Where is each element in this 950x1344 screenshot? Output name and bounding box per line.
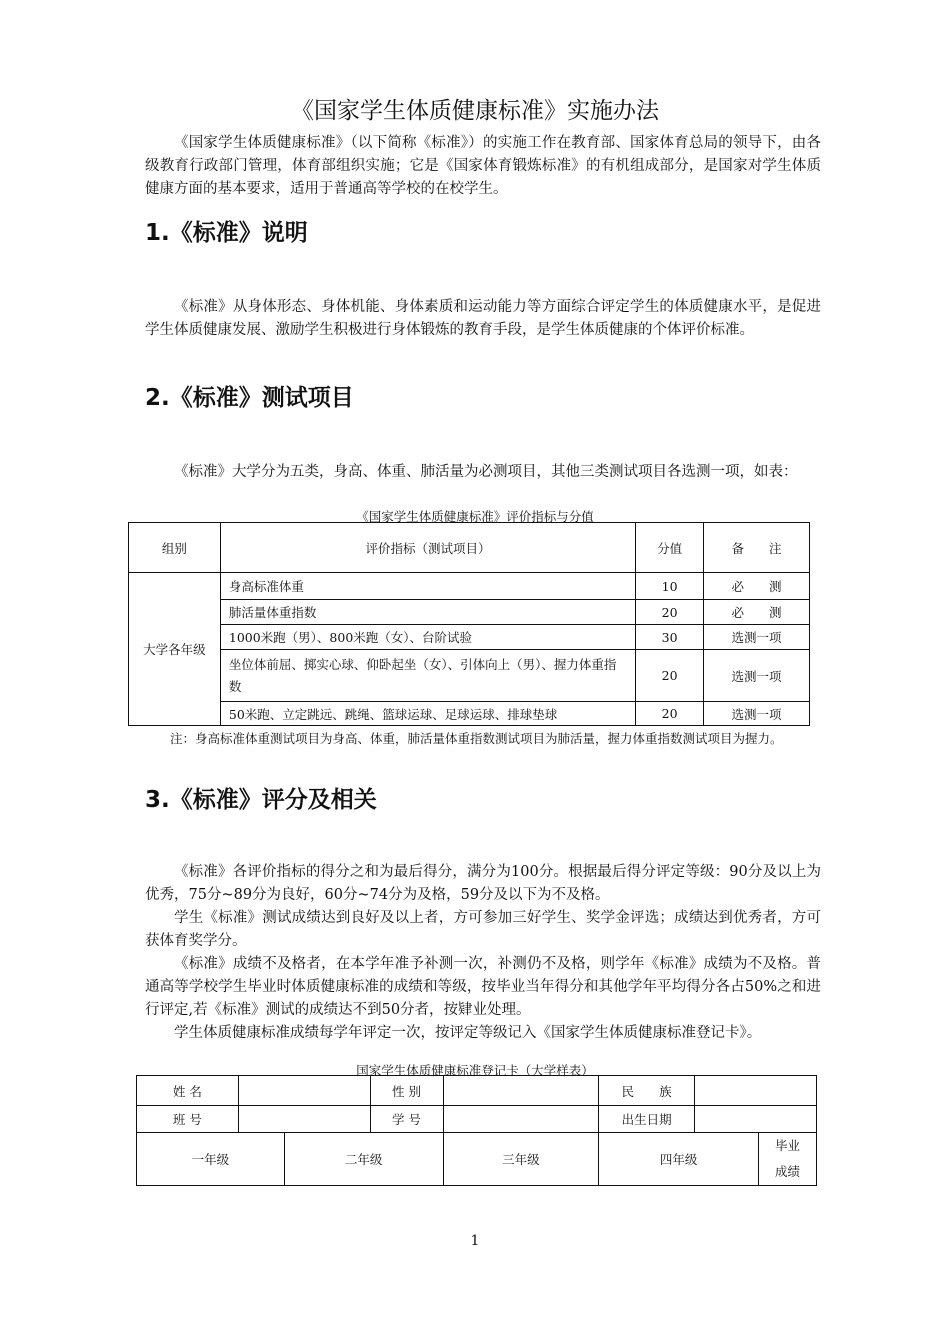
- group-cell: 大学各年级: [129, 573, 221, 726]
- section-3-para-4: 学生体质健康标准成绩每学年评定一次，按评定等级记入《国家学生体质健康标准登记卡》。: [174, 1025, 762, 1041]
- name-label: 姓 名: [137, 1076, 239, 1106]
- table-row: [137, 1133, 817, 1186]
- gender-value-cell: [443, 1076, 599, 1106]
- table-row: [137, 1106, 817, 1133]
- student-id-value-cell: [443, 1106, 599, 1133]
- score-cell: 10: [636, 573, 704, 600]
- table-row: [129, 573, 810, 600]
- intro-paragraph: 《国家学生体质健康标准》（以下简称《标准》）的实施工作在教育部、国家体育总局的领导下，由各级教育行政部门管理，体育部组织实施；它是《国家体育锻炼标准》的有机组成部分，是国家对学生体质健康方面的基本要求，适用于普通高等学校的在校学生。: [145, 135, 821, 197]
- table-row: [129, 702, 810, 726]
- score-cell: 20: [636, 650, 704, 702]
- page-number: 1: [470, 1233, 480, 1249]
- section-3-para-1: 《标准》各评价指标的得分之和为最后得分，满分为100分。根据最后得分评定等级：90分及以上为优秀，75分~89分为良好，60分~74分为及格，59分及以下为不及格。: [145, 864, 821, 903]
- item-cell: 50米跑、立定跳远、跳绳、篮球运球、足球运球、排球垫球: [220, 702, 635, 726]
- registration-card-table: [136, 1075, 817, 1186]
- table-row: [137, 1076, 817, 1106]
- ethnicity-label: 民 族: [599, 1076, 695, 1106]
- item-cell: 身高标准体重: [220, 573, 635, 600]
- score-cell: 30: [636, 625, 704, 650]
- section-3-para-3: 《标准》成绩不及格者，在本学年准予补测一次，补测仍不及格，则学年《标准》成绩为不及格。普通高等学校学生毕业时体质健康标准的成绩和等级，按毕业当年得分和其他学年平均得分各占50%之和进行评定,若《标准》测试的成绩达不到50分者，按肄业处理。: [145, 956, 821, 1018]
- header-note: 备 注: [704, 523, 810, 573]
- section-2-body: 《标准》大学分为五类，身高、体重、肺活量为必测项目，其他三类测试项目各选测一项，如表：: [174, 464, 798, 480]
- table-header-row: [129, 523, 810, 573]
- student-id-label: 学 号: [370, 1106, 443, 1133]
- section-1-body: 《标准》从身体形态、身体机能、身体素质和运动能力等方面综合评定学生的体质健康水平，是促进学生体质健康发展、激励学生积极进行身体锻炼的教育手段，是学生体质健康的个体评价标准。: [145, 299, 821, 338]
- header-group: 组别: [129, 523, 221, 573]
- item-cell: 1000米跑（男）、800米跑（女）、台阶试验: [220, 625, 635, 650]
- gender-label: 性 别: [370, 1076, 443, 1106]
- table-row: [129, 625, 810, 650]
- class-label: 班 号: [137, 1106, 239, 1133]
- class-value-cell: [238, 1106, 370, 1133]
- section-2-heading: 2.《标准》测试项目: [145, 385, 354, 411]
- note-cell: 选测一项: [704, 650, 810, 702]
- graduation-score-cell: [758, 1133, 816, 1186]
- graduation-label-line-2: 成绩: [774, 1164, 800, 1179]
- grade-4-cell: 四年级: [599, 1133, 759, 1186]
- grade-2-cell: 二年级: [284, 1133, 443, 1186]
- header-indicator: 评价指标（测试项目）: [220, 523, 635, 573]
- note-cell: 必 测: [704, 573, 810, 600]
- birth-value-cell: [695, 1106, 817, 1133]
- table-row: [129, 600, 810, 625]
- section-3-para-2: 学生《标准》测试成绩达到良好及以上者，方可参加三好学生、奖学金评选；成绩达到优秀者，方可获体育奖学分。: [145, 910, 821, 949]
- note-cell: 选测一项: [704, 625, 810, 650]
- page-title: 《国家学生体质健康标准》实施办法: [291, 98, 659, 124]
- item-cell: 坐位体前屈、掷实心球、仰卧起坐（女）、引体向上（男）、握力体重指数: [220, 650, 635, 702]
- note-cell: 必 测: [704, 600, 810, 625]
- section-3-heading: 3.《标准》评分及相关: [145, 787, 377, 813]
- reg-table-caption: 国家学生体质健康标准登记卡（大学样表）: [356, 1063, 594, 1078]
- name-value-cell: [238, 1076, 370, 1106]
- score-cell: 20: [636, 600, 704, 625]
- eval-table-caption: 《国家学生体质健康标准》评价指标与分值: [356, 509, 594, 524]
- table-row: [129, 650, 810, 702]
- eval-table: [128, 522, 810, 726]
- ethnicity-value-cell: [695, 1076, 817, 1106]
- score-cell: 20: [636, 702, 704, 726]
- section-1-heading: 1.《标准》说明: [145, 220, 308, 246]
- note-cell: 选测一项: [704, 702, 810, 726]
- birth-label: 出生日期: [599, 1106, 695, 1133]
- grade-1-cell: 一年级: [137, 1133, 285, 1186]
- graduation-label-line-1: 毕业: [774, 1138, 800, 1153]
- eval-table-note: 注：身高标准体重测试项目为身高、体重，肺活量体重指数测试项目为肺活量，握力体重指数测试项目为握力。: [170, 731, 783, 746]
- item-cell: 肺活量体重指数: [220, 600, 635, 625]
- header-score: 分值: [636, 523, 704, 573]
- grade-3-cell: 三年级: [443, 1133, 599, 1186]
